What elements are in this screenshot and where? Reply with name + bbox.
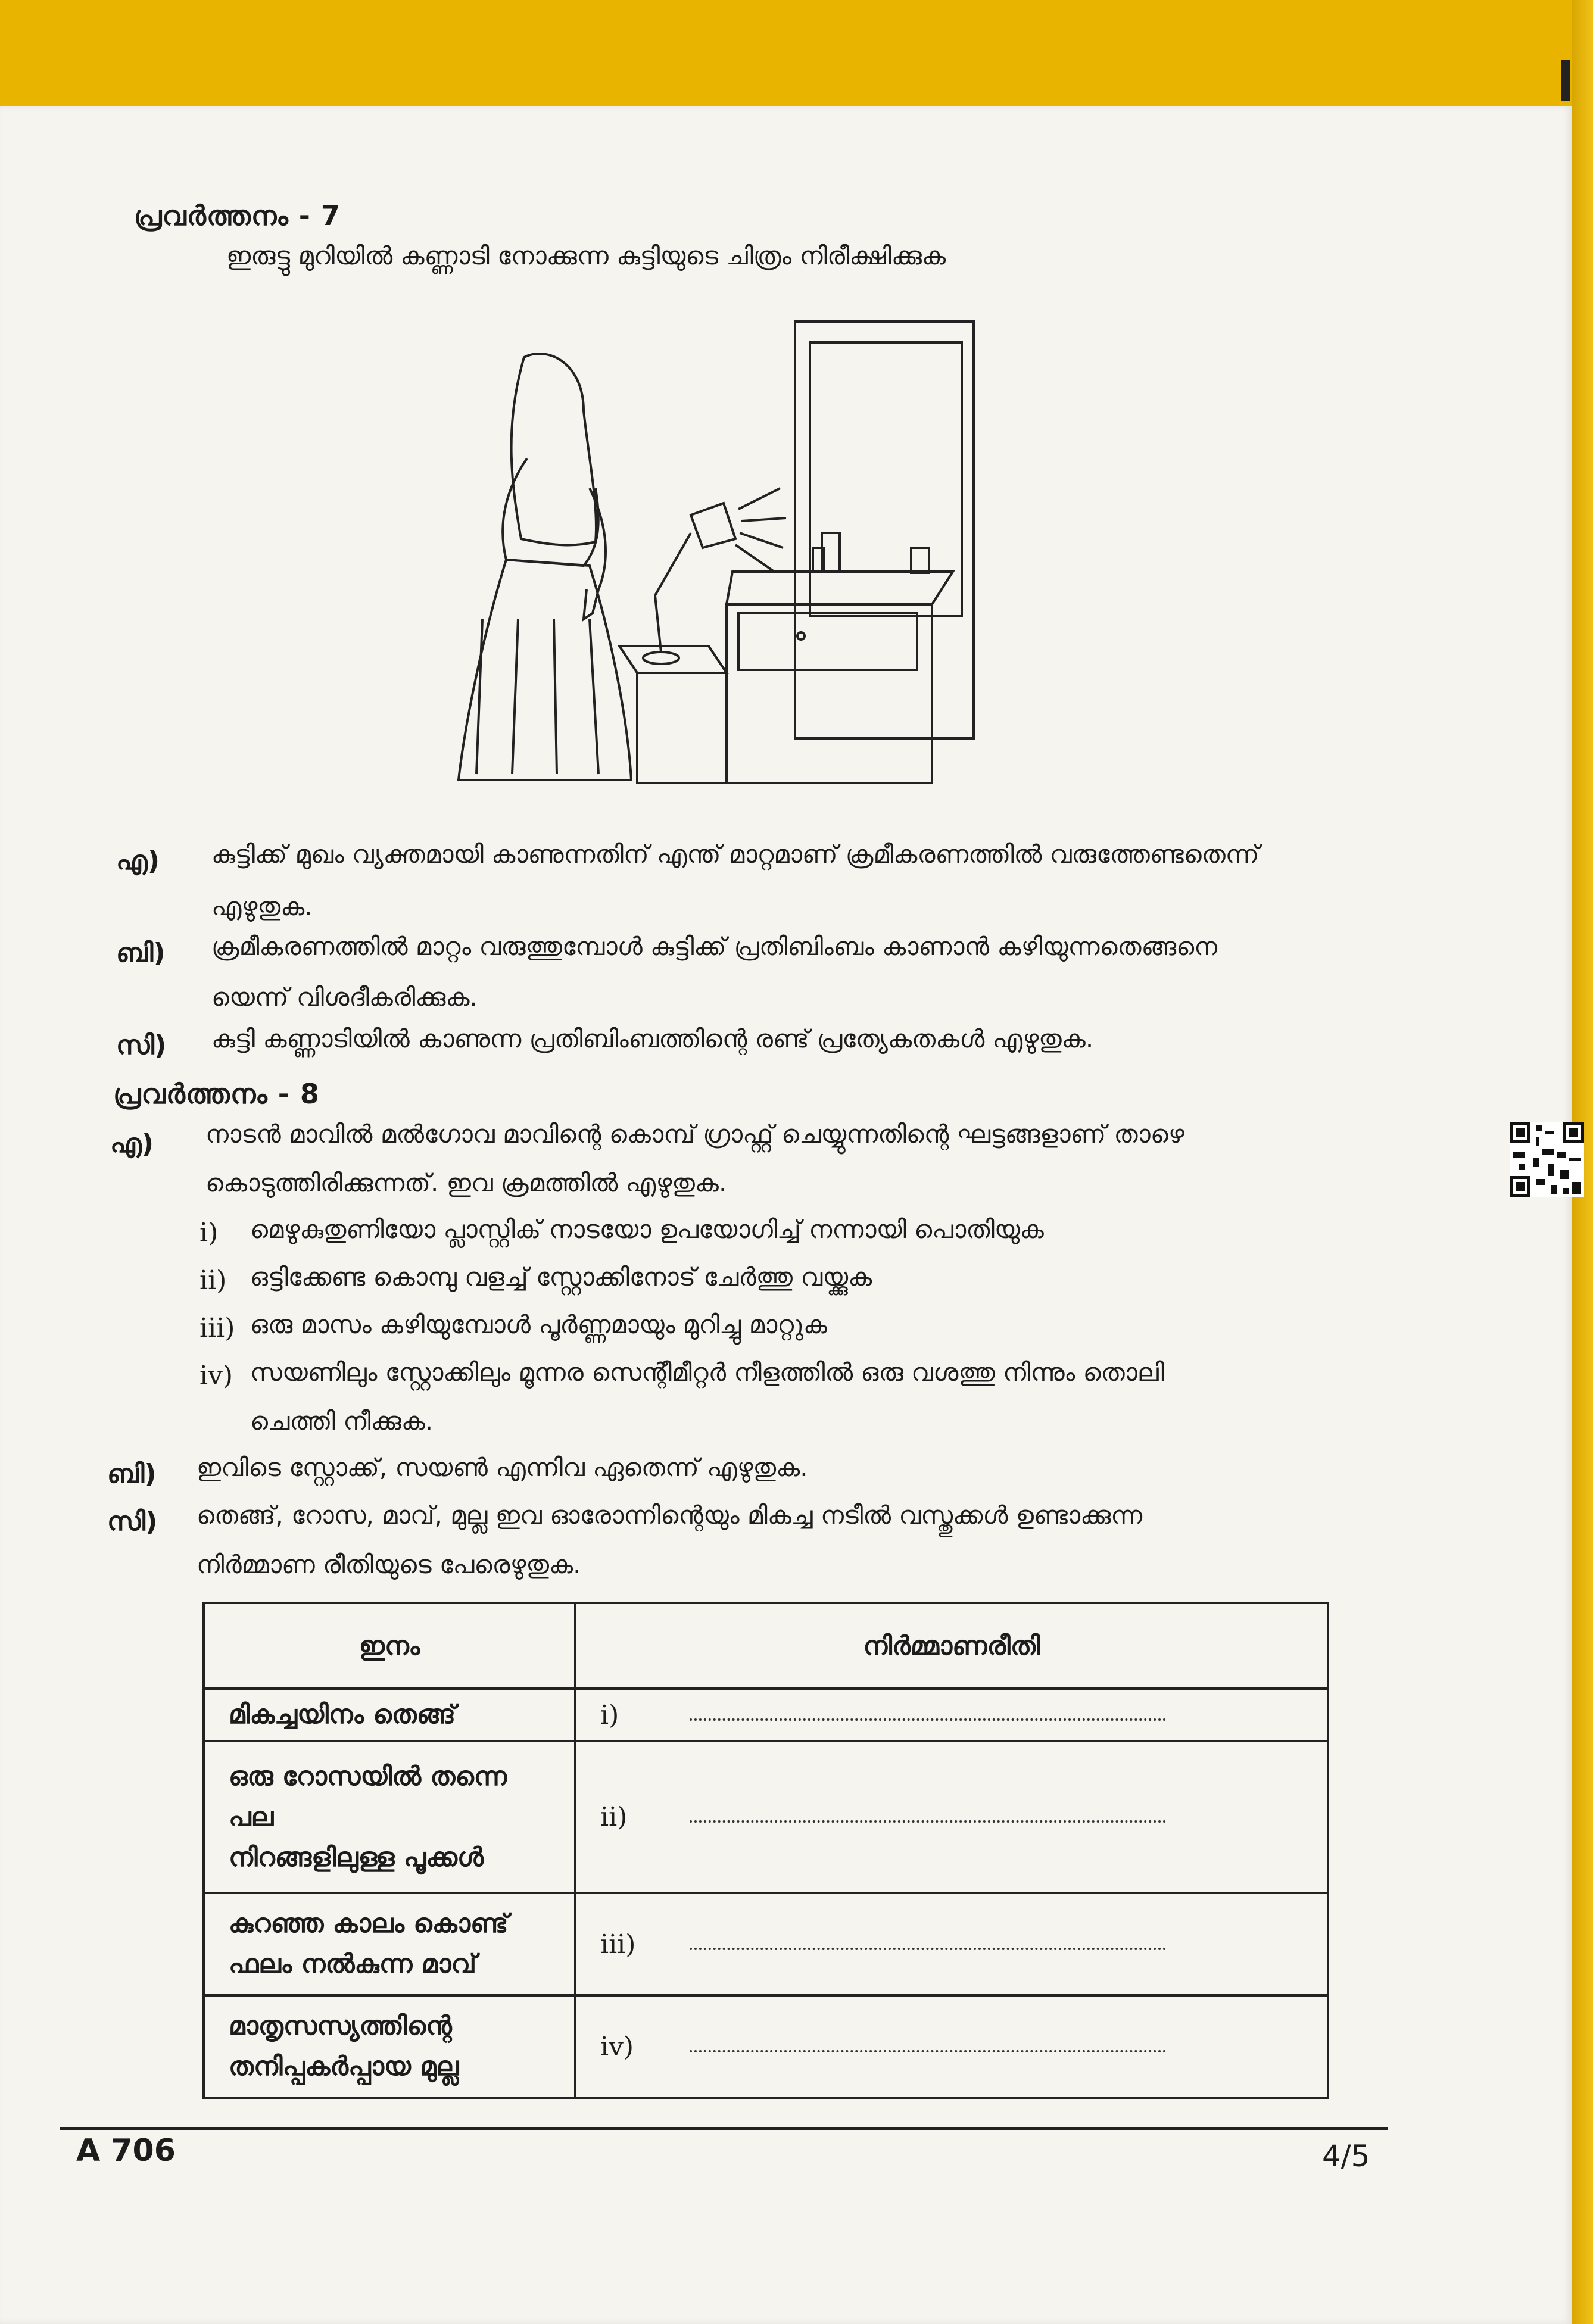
- side-table-body: [637, 673, 727, 783]
- planting-method-table: [202, 1602, 1329, 2099]
- answer-blank[interactable]: [690, 1942, 1166, 1950]
- header-method: നിർമ്മാണരീതി: [575, 1603, 1328, 1689]
- side-table-top: [619, 646, 727, 673]
- table-row: [204, 1995, 1328, 2098]
- q8-c-label: സി): [107, 1506, 158, 1537]
- step-4-text2: ചെത്തി നീക്കുക.: [250, 1406, 434, 1436]
- q7-c-label: സി): [116, 1030, 167, 1060]
- step-1-num: i): [199, 1218, 219, 1248]
- q7-a-label: എ): [116, 846, 160, 876]
- answer-blank[interactable]: [690, 1712, 1166, 1721]
- item-line: മികച്ചയിനം തെങ്ങ്: [229, 1699, 456, 1730]
- q8-a-line1: നാടൻ മാവിൽ മൽഗോവ മാവിന്റെ കൊമ്പ് ഗ്രാഫ്റ്റ് ചെയ്യുന്നതിന്റെ ഘട്ടങ്ങളാണ് താഴെ: [205, 1119, 1184, 1149]
- q8-a-line2: കൊടുത്തിരിക്കുന്നത്. ഇവ ക്രമത്തിൽ എഴുതുക.: [205, 1168, 727, 1197]
- step-3-num: iii): [199, 1313, 235, 1343]
- qr-code-icon: [1510, 1122, 1584, 1197]
- dresser-drawer: [738, 613, 917, 670]
- table-header-row: [204, 1603, 1328, 1689]
- q7-b-label: ബി): [116, 938, 166, 968]
- item-cell: [204, 1741, 575, 1893]
- table-row: [204, 1741, 1328, 1893]
- item-cell: [204, 1689, 575, 1741]
- item-line: തനിപ്പകർപ്പായ മുല്ല: [229, 2051, 459, 2082]
- step-4-text: സയണിലും സ്റ്റോക്കിലും മൂന്നര സെന്റീമീറ്റർ നീളത്തിൽ ഒരു വശത്തു നിന്നും തൊലി: [250, 1358, 1164, 1387]
- mirror-glass: [810, 342, 962, 616]
- q8-c-line2: നിർമ്മാണ രീതിയുടെ പേരെഴുതുക.: [197, 1550, 581, 1579]
- activity-8-heading: പ്രവർത്തനം - 8: [113, 1078, 320, 1110]
- q7-b-line1: ക്രമീകരണത്തിൽ മാറ്റം വരുത്തുമ്പോൾ കുട്ടിക്ക് പ്രതിബിംബം കാണാൻ കഴിയുന്നതെങ്ങനെ: [211, 932, 1218, 961]
- girl-hair: [512, 354, 596, 545]
- item-line: മാതൃസസ്യത്തിന്റെ: [229, 2010, 452, 2041]
- q7-b-line2: യെന്ന് വിശദീകരിക്കുക.: [211, 982, 478, 1012]
- method-cell[interactable]: [575, 1689, 1328, 1741]
- table-row: [204, 1893, 1328, 1995]
- answer-slot-label: iii): [600, 1929, 636, 1960]
- item-cell: [204, 1995, 575, 2098]
- activity-7-heading: പ്രവർത്തനം - 7: [134, 199, 341, 232]
- q7-a-line2: എഴുതുക.: [211, 892, 313, 921]
- answer-slot-label: iv): [600, 2031, 634, 2062]
- answer-slot-label: i): [600, 1699, 619, 1730]
- girl-mirror-illustration: [393, 310, 1006, 786]
- table-row: [204, 1689, 1328, 1741]
- lamp-shade: [691, 503, 735, 548]
- activity-7-instruction: ഇരുട്ടു മുറിയിൽ കണ്ണാടി നോക്കുന്ന കുട്ടിയുടെ ചിത്രം നിരീക്ഷിക്കുക: [226, 241, 946, 270]
- dresser-body: [727, 604, 932, 783]
- step-1-text: മെഴുകുതുണിയോ പ്ലാസ്റ്റിക് നാടയോ ഉപയോഗിച്ച് നന്നായി പൊതിയുക: [250, 1215, 1044, 1244]
- answer-blank[interactable]: [690, 2044, 1166, 2052]
- q7-c-line1: കുട്ടി കണ്ണാടിയിൽ കാണുന്ന പ്രതിബിംബത്തിന്റെ രണ്ട് പ്രത്യേകതകൾ എഴുതുക.: [211, 1024, 1094, 1053]
- q8-c-line1: തെങ്ങ്, റോസ, മാവ്, മുല്ല ഇവ ഓരോന്നിന്റെയും മികച്ച നടീൽ വസ്തുക്കൾ ഉണ്ടാക്കുന്ന: [197, 1501, 1143, 1530]
- q8-a-label: എ): [110, 1128, 154, 1159]
- step-4-num: iv): [199, 1361, 233, 1391]
- step-2-num: ii): [199, 1265, 227, 1296]
- mirror-frame: [795, 322, 974, 738]
- item-line: ഫലം നൽകുന്ന മാവ്: [229, 1949, 477, 1980]
- answer-blank[interactable]: [690, 1814, 1166, 1823]
- method-cell[interactable]: [575, 1995, 1328, 2098]
- method-cell[interactable]: [575, 1741, 1328, 1893]
- step-3-text: ഒരു മാസം കഴിയുമ്പോൾ പൂർണ്ണമായും മുറിച്ചു മാറ്റുക: [250, 1310, 827, 1339]
- item-line: കുറഞ്ഞ കാലം കൊണ്ട്: [229, 1908, 509, 1939]
- answer-slot-label: ii): [600, 1802, 628, 1833]
- girl-dress: [459, 560, 631, 780]
- item-cell: [204, 1893, 575, 1995]
- q8-b-text: ഇവിടെ സ്റ്റോക്ക്, സയൺ എന്നിവ ഏതെന്ന് എഴുതുക.: [197, 1453, 808, 1482]
- paper-code: A 706: [76, 2133, 176, 2169]
- method-cell[interactable]: [575, 1893, 1328, 1995]
- corner-mark: [1561, 60, 1570, 101]
- step-2-text: ഒട്ടിക്കേണ്ട കൊമ്പു വളച്ച് സ്റ്റോക്കിനോട് ചേർത്തു വയ്ക്കുക: [250, 1262, 872, 1292]
- footer-rule: [60, 2127, 1388, 2130]
- header-item: ഇനം: [204, 1603, 575, 1689]
- q7-a-line1: കുട്ടിക്ക് മുഖം വ്യക്തമായി കാണുന്നതിന് എന്ത് മാറ്റമാണ് ക്രമീകരണത്തിൽ വരുത്തേണ്ടതെന്ന്: [211, 840, 1260, 869]
- item-line: ഒരു റോസയിൽ തന്നെ പല: [229, 1761, 507, 1832]
- q8-b-label: ബി): [107, 1459, 157, 1489]
- dresser-top: [727, 572, 953, 604]
- page-number: 4/5: [1322, 2139, 1370, 2173]
- item-line: നിറങ്ങളിലുള്ള പൂക്കൾ: [229, 1842, 484, 1873]
